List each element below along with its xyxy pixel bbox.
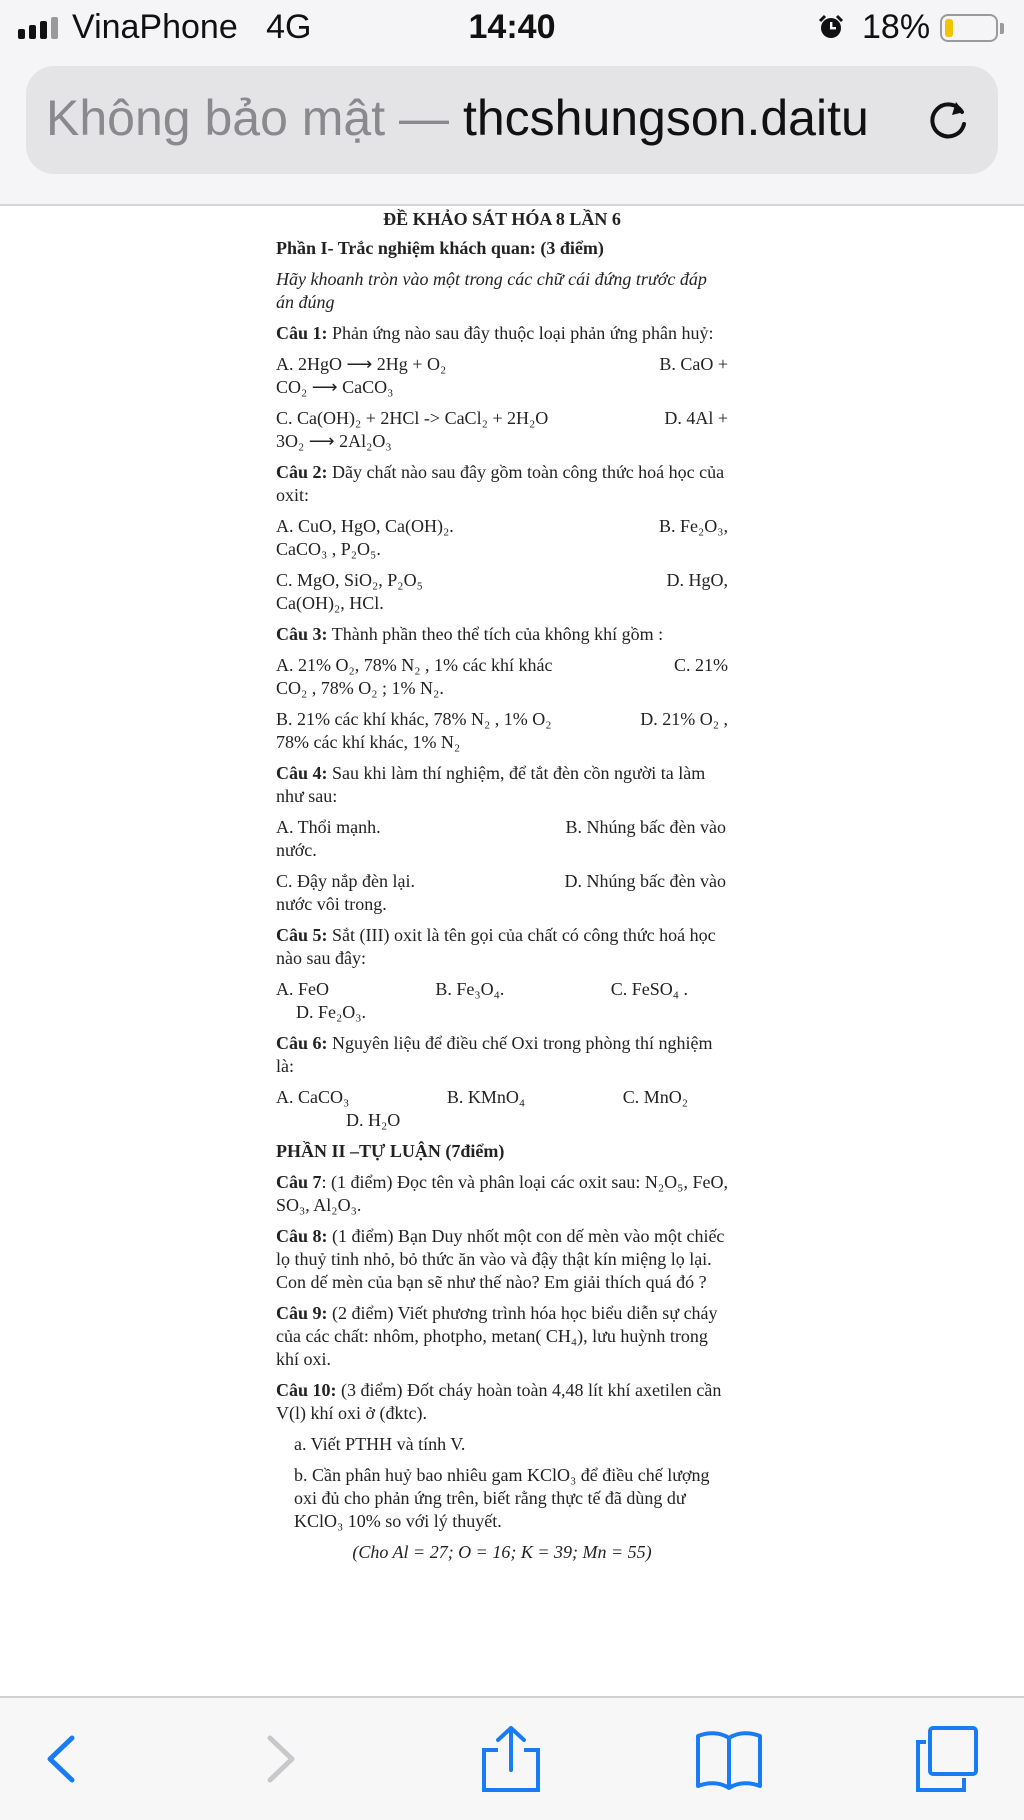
share-icon[interactable] bbox=[476, 1724, 546, 1794]
q1-options-cd: C. Ca(OH)₂ + 2HCl -> CaCl₂ + 2H₂O D. 4Al + 3O₂ ⟶ 2Al₂O₃ bbox=[276, 408, 728, 451]
question-2: Câu 2: Dãy chất nào sau đây gồm toàn công thức hoá học của oxit: bbox=[276, 462, 725, 505]
bottom-toolbar bbox=[0, 1696, 1024, 1820]
document-view[interactable] bbox=[0, 206, 1024, 1696]
q5-options: A. FeO B. Fe₃O₄. C. FeSO₄ . D. Fe₂O₃. bbox=[276, 979, 688, 1022]
q3-options-ac: A. 21% O₂, 78% N₂ , 1% các khí khác C. 21% CO₂ , 78% O₂ ; 1% N₂. bbox=[276, 655, 728, 698]
question-10: Câu 10: (3 điểm) Đốt cháy hoàn toàn 4,48 lít khí axetilen cần V(l) khí oxi ở (đktc). bbox=[276, 1380, 722, 1423]
page-title: ĐỀ KHẢO SÁT HÓA 8 LẦN 6 bbox=[383, 209, 621, 229]
q2-options-cd: C. MgO, SiO₂, P₂O₅ D. HgO, Ca(OH)₂, HCl. bbox=[276, 570, 728, 613]
address-bar-area bbox=[0, 58, 1024, 206]
atomic-mass-note: (Cho Al = 27; O = 16; K = 39; Mn = 55) bbox=[352, 1542, 652, 1562]
q4-options-cd: C. Đậy nắp đèn lại. D. Nhúng bấc đèn vào nước vôi trong. bbox=[276, 871, 726, 914]
q1-options-ab: A. 2HgO ⟶ 2Hg + O₂ B. CaO + CO₂ ⟶ CaCO₃ bbox=[276, 354, 728, 397]
question-5: Câu 5: Sắt (III) oxit là tên gọi của chất có công thức hoá học nào sau đây: bbox=[276, 925, 716, 968]
q3-options-bd: B. 21% các khí khác, 78% N₂ , 1% O₂ D. 21% O₂ , 78% các khí khác, 1% N₂ bbox=[276, 709, 728, 752]
q2-options-ab: A. CuO, HgO, Ca(OH)₂. B. Fe₂O₃, CaCO₃ , P₂O₅. bbox=[276, 516, 728, 559]
battery-percent: 18% bbox=[862, 8, 931, 46]
bookmarks-icon[interactable] bbox=[694, 1724, 764, 1794]
forward-icon[interactable] bbox=[246, 1724, 316, 1794]
q6-options: A. CaCO₃ B. KMnO₄ C. MnO₂ D. H₂O bbox=[276, 1087, 688, 1130]
alarm-icon bbox=[818, 14, 844, 40]
battery-icon bbox=[940, 14, 998, 42]
status-bar bbox=[0, 0, 1024, 58]
q4-options-ab: A. Thổi mạnh. B. Nhúng bấc đèn vào nước. bbox=[276, 817, 726, 860]
clock: 14:40 bbox=[468, 8, 556, 46]
battery-fill bbox=[945, 19, 953, 37]
question-4: Câu 4: Sau khi làm thí nghiệm, để tắt đèn cồn người ta làm như sau: bbox=[276, 763, 706, 806]
url-text[interactable] bbox=[46, 86, 926, 150]
document-page bbox=[276, 206, 728, 1572]
address-bar[interactable] bbox=[26, 66, 998, 174]
question-10b: b. Cần phân huỷ bao nhiêu gam KClO₃ để điều chế lượng oxi đủ cho phản ứng trên, biết rằng thực tế đã dùng dư KClO₃ 10% so với lý thuyết. bbox=[294, 1465, 710, 1531]
question-7: Câu 7: (1 điểm) Đọc tên và phân loại các oxit sau: N₂O₅, FeO, SO₃, Al₂O₃. bbox=[276, 1172, 728, 1215]
instruction: Hãy khoanh tròn vào một trong các chữ cái đứng trước đáp án đúng bbox=[276, 269, 707, 312]
not-secure-label: Không bảo mật — bbox=[46, 90, 450, 146]
question-9: Câu 9: (2 điểm) Viết phương trình hóa học biểu diễn sự cháy của các chất: nhôm, photpho, metan( CH₄), lưu huỳnh trong khí oxi. bbox=[276, 1303, 718, 1369]
question-1: Câu 1: Phản ứng nào sau đây thuộc loại phản ứng phân huỷ: bbox=[276, 323, 714, 343]
tabs-icon[interactable] bbox=[912, 1724, 982, 1794]
back-icon[interactable] bbox=[26, 1724, 96, 1794]
part2-heading: PHẦN II –TỰ LUẬN (7điểm) bbox=[276, 1141, 505, 1161]
url-domain: thcshungson.daitu bbox=[462, 90, 869, 146]
question-6: Câu 6: Nguyên liệu để điều chế Oxi trong phòng thí nghiệm là: bbox=[276, 1033, 713, 1076]
question-8: Câu 8: (1 điểm) Bạn Duy nhốt một con dế mèn vào một chiếc lọ thuỷ tinh nhỏ, bỏ thức ăn vào và đậy thật kín miệng lọ lại. Con dế mèn của bạn sẽ như thế nào? Em giải thích quá đó ? bbox=[276, 1226, 725, 1292]
carrier-label: VinaPhone 4G bbox=[72, 8, 312, 46]
question-10a: a. Viết PTHH và tính V. bbox=[294, 1434, 466, 1454]
reload-icon[interactable] bbox=[922, 94, 974, 146]
battery-nub bbox=[1000, 23, 1004, 34]
part1-heading: Phần I- Trắc nghiệm khách quan: (3 điểm) bbox=[276, 238, 604, 258]
question-3: Câu 3: Thành phần theo thể tích của không khí gồm : bbox=[276, 624, 664, 644]
